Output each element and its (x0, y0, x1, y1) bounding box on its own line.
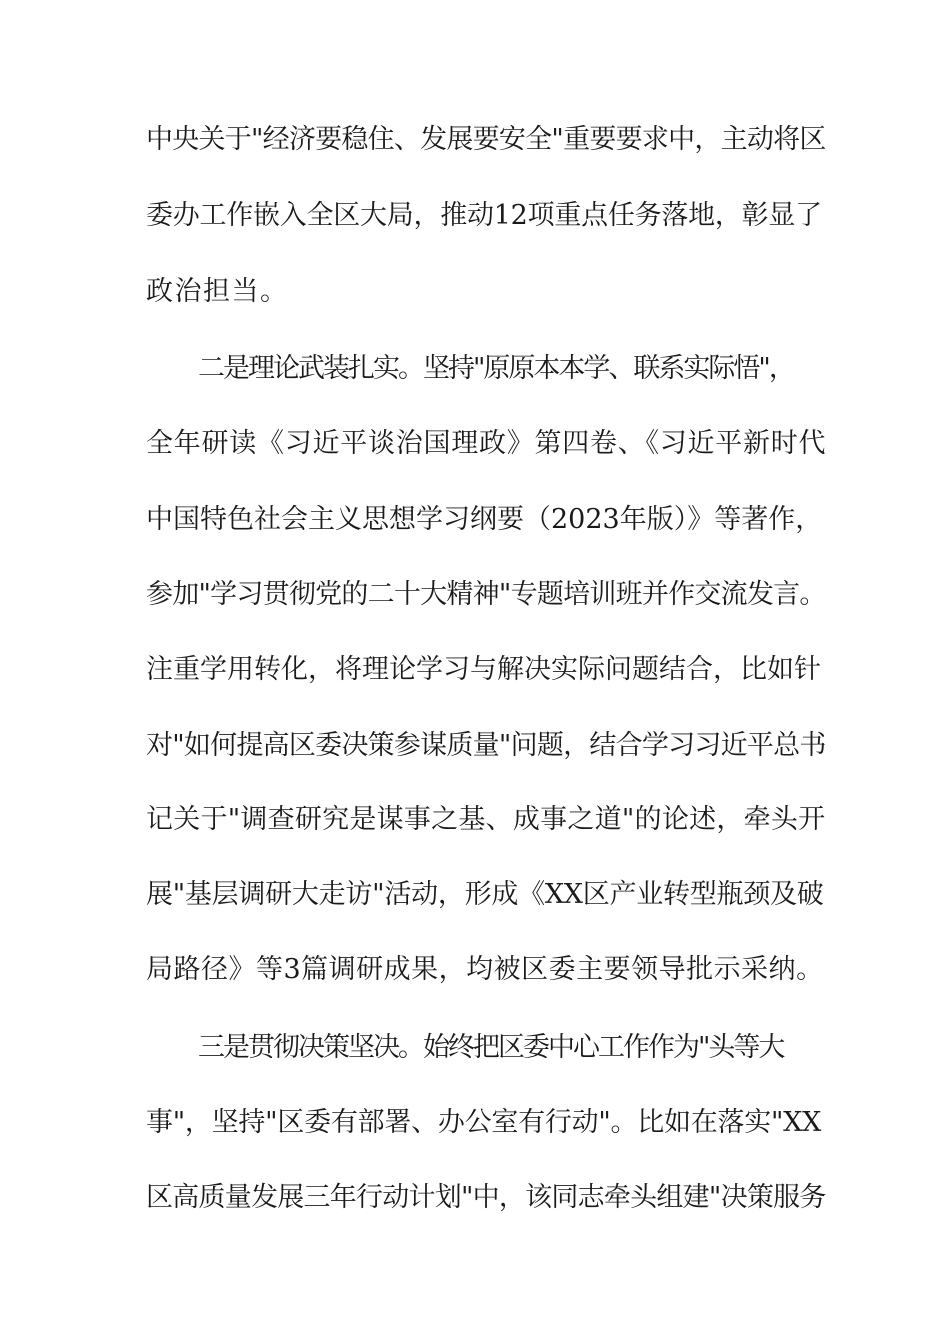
text-line: 参加"学习贯彻党的二十大精神"专题培训班并作交流发言。 (146, 579, 826, 610)
text-line: 展"基层调研大走访"活动，形成《XX区产业转型瓶颈及破 (146, 879, 824, 910)
paragraph-start-line: 三是贯彻决策坚决。始终把区委中心工作作为"头等大 (198, 1032, 784, 1063)
text-line: 中央关于"经济要稳住、发展要安全"重要要求中，主动将区 (146, 124, 826, 155)
paragraph-start-line: 二是理论武装扎实。坚持"原原本本学、联系实际悟"， (198, 353, 794, 384)
text-line: 对"如何提高区委决策参谋质量"问题，结合学习习近平总书 (146, 730, 826, 761)
text-line: 局路径》等3篇调研成果，均被区委主要领导批示采纳。 (146, 954, 824, 985)
text-line: 事"，坚持"区委有部署、办公室有行动"。比如在落实"XX (146, 1107, 822, 1138)
text-line: 区高质量发展三年行动计划"中，该同志牵头组建"决策服务 (146, 1182, 826, 1213)
text-line: 全年研读《习近平谈治国理政》第四卷、《习近平新时代 (146, 428, 827, 459)
text-line: 委办工作嵌入全区大局，推动12项重点任务落地，彰显了 (146, 200, 822, 231)
text-line: 注重学用转化，将理论学习与解决实际问题结合，比如针 (146, 654, 821, 685)
text-line: 中国特色社会主义思想学习纲要（2023年版）》等著作， (146, 504, 823, 535)
text-line: 政治担当。 (146, 276, 289, 307)
text-line: 记关于"调查研究是谋事之基、成事之道"的论述，牵头开 (146, 804, 826, 835)
